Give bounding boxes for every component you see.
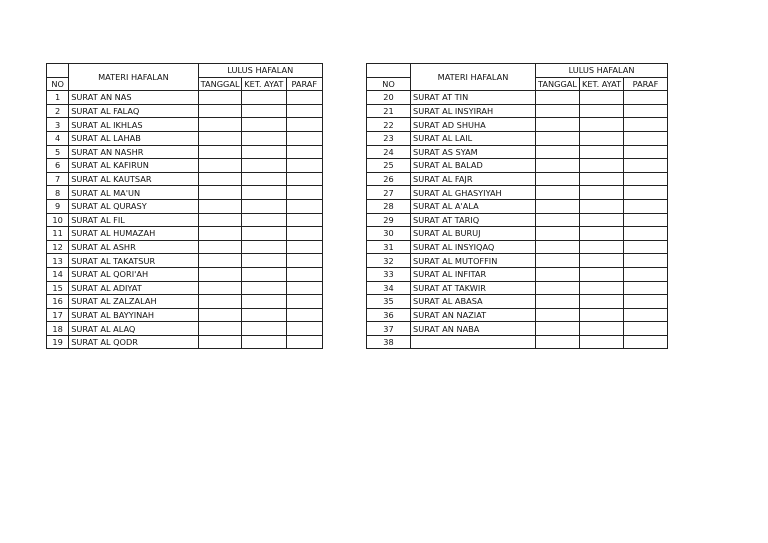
tanggal-cell — [536, 227, 580, 241]
paraf-cell — [624, 267, 668, 281]
table-row — [47, 91, 323, 105]
paraf-cell — [286, 295, 322, 309]
header-row-top — [47, 64, 323, 78]
ket-ayat-cell — [580, 295, 624, 309]
surah-name: SURAT AL ASHR — [69, 240, 198, 254]
ket-ayat-cell — [242, 227, 286, 241]
ket-ayat-cell — [580, 159, 624, 173]
paraf-cell — [624, 254, 668, 268]
tanggal-cell — [198, 295, 241, 309]
paraf-cell — [624, 104, 668, 118]
paraf-cell — [624, 281, 668, 295]
paraf-cell — [624, 227, 668, 241]
header-row-top — [367, 64, 668, 78]
hafalan-table-left — [46, 63, 323, 349]
tanggal-cell — [536, 91, 580, 105]
paraf-cell — [286, 186, 322, 200]
ket-ayat-cell — [242, 131, 286, 145]
surah-name: SURAT AL BURUJ — [411, 227, 536, 241]
surah-name: SURAT AL BAYYINAH — [69, 308, 198, 322]
table-row — [47, 281, 323, 295]
paraf-cell — [624, 335, 668, 349]
table-row — [47, 186, 323, 200]
no-header-blank — [47, 64, 69, 78]
tanggal-cell — [536, 159, 580, 173]
ket-ayat-cell — [580, 281, 624, 295]
table-row — [47, 295, 323, 309]
row-number: 14 — [47, 267, 69, 281]
ket-ayat-cell — [580, 213, 624, 227]
tanggal-cell — [198, 281, 241, 295]
tanggal-cell — [198, 267, 241, 281]
surah-name: SURAT AL KAFIRUN — [69, 159, 198, 173]
row-number: 13 — [47, 254, 69, 268]
ket-ayat-header: KET. AYAT — [580, 77, 624, 91]
surah-name: SURAT AL ABASA — [411, 295, 536, 309]
row-number: 10 — [47, 213, 69, 227]
tanggal-cell — [198, 308, 241, 322]
ket-ayat-cell — [580, 104, 624, 118]
paraf-cell — [624, 118, 668, 132]
row-number: 5 — [47, 145, 69, 159]
table-row — [367, 281, 668, 295]
row-number: 20 — [367, 91, 411, 105]
table-row — [367, 308, 668, 322]
surah-name — [411, 335, 536, 349]
table-row — [367, 295, 668, 309]
table-row — [47, 172, 323, 186]
row-number: 11 — [47, 227, 69, 241]
surah-name: SURAT AT TARIQ — [411, 213, 536, 227]
table-row — [367, 335, 668, 349]
ket-ayat-cell — [580, 186, 624, 200]
paraf-cell — [286, 118, 322, 132]
tanggal-cell — [198, 186, 241, 200]
row-number: 4 — [47, 131, 69, 145]
paraf-cell — [286, 335, 322, 349]
paraf-cell — [286, 240, 322, 254]
paraf-cell — [286, 104, 322, 118]
row-number: 36 — [367, 308, 411, 322]
ket-ayat-cell — [580, 240, 624, 254]
ket-ayat-cell — [242, 145, 286, 159]
ket-ayat-cell — [580, 227, 624, 241]
no-header: NO — [47, 77, 69, 91]
table-row — [47, 267, 323, 281]
table-row — [47, 104, 323, 118]
row-number: 27 — [367, 186, 411, 200]
surah-name: SURAT AL QORI'AH — [69, 267, 198, 281]
table-row — [47, 322, 323, 336]
row-number: 33 — [367, 267, 411, 281]
row-number: 3 — [47, 118, 69, 132]
row-number: 6 — [47, 159, 69, 173]
tanggal-cell — [198, 199, 241, 213]
table-row — [367, 104, 668, 118]
surah-name: SURAT AL LAIL — [411, 131, 536, 145]
surah-name: SURAT AL INSYIRAH — [411, 104, 536, 118]
lulus-header: LULUS HAFALAN — [198, 64, 322, 78]
row-number: 31 — [367, 240, 411, 254]
materi-header: MATERI HAFALAN — [411, 64, 536, 91]
table-row — [367, 322, 668, 336]
materi-header: MATERI HAFALAN — [69, 64, 198, 91]
tanggal-cell — [198, 104, 241, 118]
ket-ayat-cell — [580, 172, 624, 186]
tanggal-cell — [198, 118, 241, 132]
surah-name: SURAT AL INFITAR — [411, 267, 536, 281]
no-header-blank — [367, 64, 411, 78]
tanggal-cell — [198, 145, 241, 159]
table-row — [47, 227, 323, 241]
tanggal-cell — [536, 118, 580, 132]
surah-name: SURAT AL HUMAZAH — [69, 227, 198, 241]
surah-name: SURAT AS SYAM — [411, 145, 536, 159]
ket-ayat-cell — [580, 254, 624, 268]
tanggal-cell — [536, 308, 580, 322]
paraf-cell — [624, 213, 668, 227]
paraf-cell — [286, 267, 322, 281]
ket-ayat-cell — [242, 104, 286, 118]
surah-name: SURAT AL INSYIQAQ — [411, 240, 536, 254]
ket-ayat-cell — [580, 322, 624, 336]
paraf-cell — [286, 145, 322, 159]
row-number: 8 — [47, 186, 69, 200]
hafalan-table-right — [366, 63, 668, 349]
table-row — [47, 145, 323, 159]
row-number: 24 — [367, 145, 411, 159]
tanggal-cell — [536, 104, 580, 118]
ket-ayat-cell — [242, 322, 286, 336]
row-number: 7 — [47, 172, 69, 186]
row-number: 2 — [47, 104, 69, 118]
paraf-cell — [624, 186, 668, 200]
ket-ayat-cell — [242, 295, 286, 309]
surah-name: SURAT AL ADIYAT — [69, 281, 198, 295]
surah-name: SURAT AL QURASY — [69, 199, 198, 213]
surah-name: SURAT AL MUTOFFIN — [411, 254, 536, 268]
paraf-cell — [624, 159, 668, 173]
table-row — [367, 159, 668, 173]
surah-name: SURAT AN NAZIAT — [411, 308, 536, 322]
row-number: 12 — [47, 240, 69, 254]
tanggal-cell — [198, 240, 241, 254]
row-number: 23 — [367, 131, 411, 145]
surah-name: SURAT AL FAJR — [411, 172, 536, 186]
row-number: 1 — [47, 91, 69, 105]
tanggal-cell — [536, 295, 580, 309]
surah-name: SURAT AL BALAD — [411, 159, 536, 173]
row-number: 17 — [47, 308, 69, 322]
tanggal-cell — [198, 335, 241, 349]
surah-name: SURAT AT TAKWIR — [411, 281, 536, 295]
paraf-cell — [624, 131, 668, 145]
table-row — [367, 213, 668, 227]
table-row — [47, 308, 323, 322]
ket-ayat-cell — [580, 131, 624, 145]
paraf-cell — [624, 172, 668, 186]
row-number: 29 — [367, 213, 411, 227]
row-number: 34 — [367, 281, 411, 295]
row-number: 37 — [367, 322, 411, 336]
paraf-cell — [286, 227, 322, 241]
paraf-cell — [624, 91, 668, 105]
tanggal-cell — [536, 186, 580, 200]
row-number: 16 — [47, 295, 69, 309]
lulus-header: LULUS HAFALAN — [536, 64, 668, 78]
surah-name: SURAT AN NABA — [411, 322, 536, 336]
surah-name: SURAT AL IKHLAS — [69, 118, 198, 132]
table-row — [47, 199, 323, 213]
surah-name: SURAT AL ALAQ — [69, 322, 198, 336]
surah-name: SURAT AL QODR — [69, 335, 198, 349]
table-row — [367, 199, 668, 213]
ket-ayat-cell — [242, 172, 286, 186]
tanggal-cell — [536, 240, 580, 254]
row-number: 18 — [47, 322, 69, 336]
surah-name: SURAT AN NASHR — [69, 145, 198, 159]
paraf-cell — [286, 213, 322, 227]
paraf-cell — [286, 131, 322, 145]
row-number: 15 — [47, 281, 69, 295]
ket-ayat-cell — [580, 199, 624, 213]
table-row — [47, 335, 323, 349]
row-number: 9 — [47, 199, 69, 213]
paraf-cell — [624, 240, 668, 254]
paraf-cell — [624, 145, 668, 159]
surah-name: SURAT AL ZALZALAH — [69, 295, 198, 309]
tanggal-cell — [536, 131, 580, 145]
tanggal-header: TANGGAL — [198, 77, 241, 91]
ket-ayat-cell — [580, 145, 624, 159]
ket-ayat-cell — [242, 199, 286, 213]
surah-name: SURAT AL MA'UN — [69, 186, 198, 200]
table-row — [367, 254, 668, 268]
ket-ayat-cell — [242, 267, 286, 281]
surah-name: SURAT AL A'ALA — [411, 199, 536, 213]
ket-ayat-cell — [242, 213, 286, 227]
table-row — [367, 227, 668, 241]
row-number: 25 — [367, 159, 411, 173]
table-row — [367, 240, 668, 254]
row-number: 30 — [367, 227, 411, 241]
tanggal-cell — [536, 213, 580, 227]
tanggal-cell — [536, 267, 580, 281]
paraf-cell — [286, 281, 322, 295]
tanggal-cell — [198, 91, 241, 105]
table-row — [47, 159, 323, 173]
ket-ayat-cell — [580, 335, 624, 349]
paraf-cell — [624, 199, 668, 213]
surah-name: SURAT AL GHASYIYAH — [411, 186, 536, 200]
table-row — [367, 118, 668, 132]
table-row — [47, 254, 323, 268]
ket-ayat-cell — [242, 159, 286, 173]
table-row — [367, 145, 668, 159]
tanggal-cell — [198, 131, 241, 145]
tanggal-cell — [198, 322, 241, 336]
ket-ayat-cell — [580, 308, 624, 322]
surah-name: SURAT AT TIN — [411, 91, 536, 105]
row-number: 26 — [367, 172, 411, 186]
surah-name: SURAT AL FALAQ — [69, 104, 198, 118]
table-row — [367, 91, 668, 105]
paraf-cell — [286, 322, 322, 336]
surah-name: SURAT AL KAUTSAR — [69, 172, 198, 186]
table-row — [367, 267, 668, 281]
paraf-cell — [286, 308, 322, 322]
tanggal-header: TANGGAL — [536, 77, 580, 91]
tanggal-cell — [536, 254, 580, 268]
ket-ayat-cell — [242, 118, 286, 132]
row-number: 28 — [367, 199, 411, 213]
tanggal-cell — [536, 335, 580, 349]
tanggal-cell — [536, 172, 580, 186]
surah-name: SURAT AN NAS — [69, 91, 198, 105]
paraf-cell — [624, 322, 668, 336]
table-row — [367, 186, 668, 200]
paraf-header: PARAF — [286, 77, 322, 91]
surah-name: SURAT AL FIL — [69, 213, 198, 227]
surah-name: SURAT AL LAHAB — [69, 131, 198, 145]
row-number: 38 — [367, 335, 411, 349]
paraf-cell — [624, 308, 668, 322]
surah-name: SURAT AL TAKATSUR — [69, 254, 198, 268]
tanggal-cell — [198, 227, 241, 241]
row-number: 21 — [367, 104, 411, 118]
paraf-cell — [286, 199, 322, 213]
paraf-cell — [286, 159, 322, 173]
ket-ayat-cell — [242, 186, 286, 200]
ket-ayat-cell — [580, 118, 624, 132]
ket-ayat-cell — [242, 308, 286, 322]
ket-ayat-header: KET. AYAT — [242, 77, 286, 91]
paraf-cell — [286, 172, 322, 186]
table-row — [47, 213, 323, 227]
table-row — [367, 172, 668, 186]
tanggal-cell — [536, 322, 580, 336]
ket-ayat-cell — [242, 240, 286, 254]
tanggal-cell — [198, 172, 241, 186]
table-row — [47, 240, 323, 254]
table-row — [47, 131, 323, 145]
tanggal-cell — [198, 213, 241, 227]
row-number: 19 — [47, 335, 69, 349]
paraf-cell — [286, 91, 322, 105]
ket-ayat-cell — [242, 335, 286, 349]
ket-ayat-cell — [242, 91, 286, 105]
paraf-cell — [286, 254, 322, 268]
tanggal-cell — [198, 254, 241, 268]
row-number: 35 — [367, 295, 411, 309]
no-header: NO — [367, 77, 411, 91]
paraf-header: PARAF — [624, 77, 668, 91]
tanggal-cell — [536, 145, 580, 159]
surah-name: SURAT AD SHUHA — [411, 118, 536, 132]
tanggal-cell — [536, 199, 580, 213]
table-row — [367, 131, 668, 145]
paraf-cell — [624, 295, 668, 309]
row-number: 32 — [367, 254, 411, 268]
table-row — [47, 118, 323, 132]
ket-ayat-cell — [580, 267, 624, 281]
row-number: 22 — [367, 118, 411, 132]
tanggal-cell — [198, 159, 241, 173]
ket-ayat-cell — [580, 91, 624, 105]
ket-ayat-cell — [242, 254, 286, 268]
ket-ayat-cell — [242, 281, 286, 295]
tanggal-cell — [536, 281, 580, 295]
